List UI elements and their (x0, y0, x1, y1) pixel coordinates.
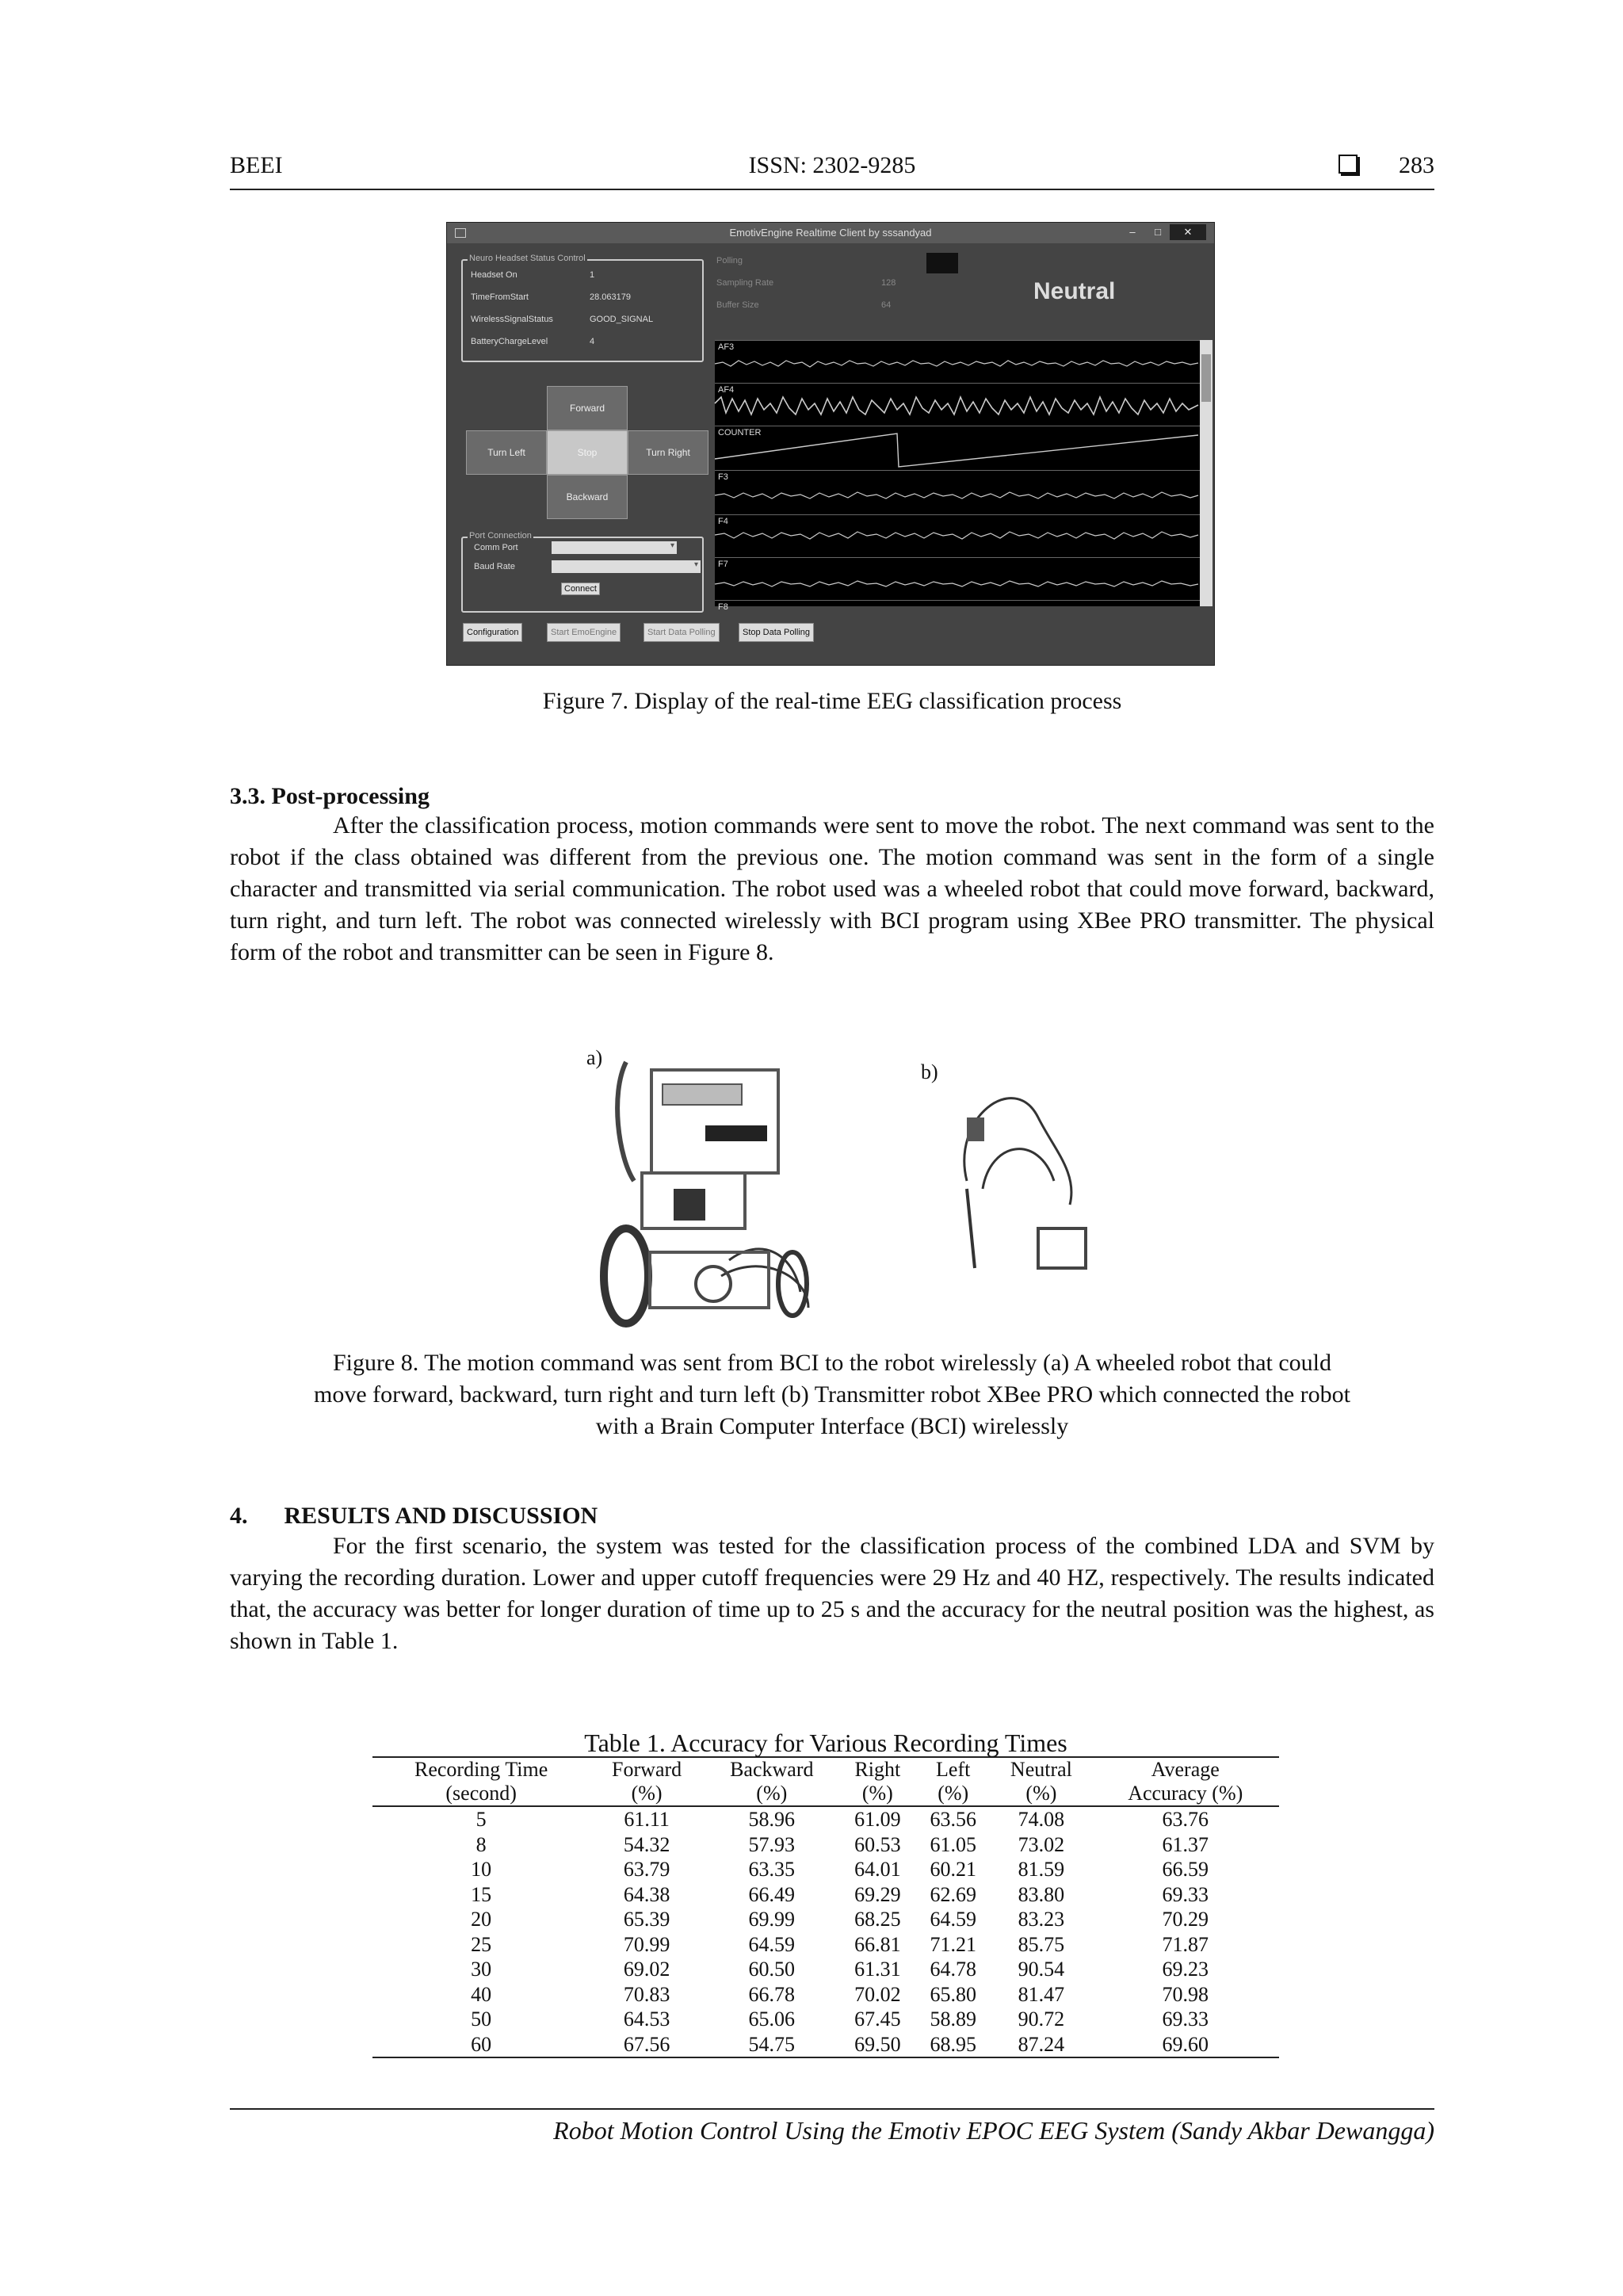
table-cell: 90.72 (1018, 2008, 1065, 2030)
table-row (372, 1832, 1279, 1858)
chevron-down-icon: ▾ (693, 560, 698, 569)
table-row (372, 1957, 1279, 1982)
port-group-caption: Port Connection (469, 531, 532, 541)
table-cell: 15 (471, 1882, 492, 1906)
table-cell: 58.96 (748, 1808, 796, 1831)
table-cell: 60.53 (854, 1832, 901, 1856)
polling-caption: Polling (716, 256, 743, 266)
window-titlebar (447, 223, 1214, 243)
channel-label: F3 (718, 472, 728, 482)
sampling-rate-label: Sampling Rate (716, 278, 774, 288)
maximize-icon[interactable]: □ (1155, 226, 1161, 238)
close-icon[interactable]: ✕ (1170, 224, 1206, 240)
table-cell: 63.79 (623, 1858, 670, 1881)
figure8-caption-line: move forward, backward, turn right and turn left (b) Transmitter robot XBee PRO which connected the robot (313, 1381, 1351, 1408)
page-number-group (1338, 152, 1434, 179)
table-body (372, 1806, 1279, 2057)
table-cell: 66.59 (1162, 1858, 1209, 1881)
table-cell: 63.35 (748, 1858, 796, 1881)
table-cell: 64.01 (854, 1858, 901, 1881)
table-cell: 64.59 (748, 1932, 796, 1956)
status-key: TimeFromStart (471, 292, 529, 302)
table-cell: 40 (471, 1982, 492, 2006)
table-row (372, 1857, 1279, 1882)
table-cell: 60.50 (748, 1958, 796, 1981)
table-cell: 81.59 (1018, 1858, 1065, 1881)
wheeled-robot-illustration (602, 1046, 840, 1347)
table-cell: 8 (475, 1832, 487, 1856)
baud-rate-select[interactable] (552, 560, 701, 573)
table-header: Forward (590, 1757, 704, 1782)
turn-right-button[interactable]: Turn Right (628, 430, 708, 475)
table-cell: 25 (471, 1932, 492, 1956)
table-cell: 63.56 (930, 1808, 976, 1831)
table-cell: 63.76 (1162, 1808, 1209, 1831)
polling-indicator (926, 253, 958, 273)
window-title: EmotivEngine Realtime Client by sssandyad (729, 227, 932, 239)
table-cell: 83.23 (1018, 1908, 1065, 1931)
table-header: (%) (915, 1782, 991, 1806)
table-header: Accuracy (%) (1091, 1782, 1279, 1806)
channel-label: AF3 (718, 342, 735, 352)
table-cell: 66.49 (748, 1882, 796, 1906)
table-cell: 57.93 (748, 1832, 796, 1856)
table-cell: 64.38 (623, 1882, 670, 1906)
configuration-button[interactable]: Configuration (463, 623, 522, 642)
table-header: Right (840, 1757, 915, 1782)
table-cell: 70.98 (1162, 1982, 1209, 2006)
figure-label-b: b) (921, 1060, 938, 1083)
table-header: Recording Time (372, 1757, 590, 1782)
table-row (372, 1907, 1279, 1932)
table-cell: 30 (471, 1958, 492, 1981)
table-cell: 50 (471, 2008, 492, 2030)
channel-label: F4 (718, 517, 728, 526)
table-cell: 66.78 (748, 1982, 796, 2006)
table-cell: 10 (471, 1858, 492, 1881)
table-cell: 69.50 (840, 2032, 915, 2058)
table-cell: 74.08 (1018, 1808, 1065, 1831)
table-cell: 20 (471, 1908, 492, 1931)
table-cell: 68.95 (915, 2032, 991, 2058)
channel-label: F8 (718, 602, 728, 612)
table-cell: 70.29 (1162, 1908, 1209, 1931)
table-row (372, 1806, 1279, 1832)
table-cell: 54.32 (623, 1832, 670, 1856)
page-number: 283 (1399, 152, 1434, 178)
table-cell: 61.11 (624, 1808, 670, 1831)
table-header: Neutral (991, 1757, 1091, 1782)
table-cell: 65.80 (930, 1982, 976, 2006)
status-key: WirelessSignalStatus (471, 315, 553, 324)
checkbox-square-icon (1338, 155, 1358, 174)
section-heading: RESULTS AND DISCUSSION (284, 1503, 598, 1529)
page-footer: Robot Motion Control Using the Emotiv EPOC EEG System (Sandy Akbar Dewangga) (230, 2108, 1434, 2145)
table-cell: 70.02 (854, 1982, 901, 2006)
table-cell: 5 (475, 1808, 487, 1831)
table-cell: 64.53 (623, 2008, 670, 2030)
table-cell: 71.21 (930, 1932, 976, 1956)
table-cell: 69.33 (1162, 1882, 1209, 1906)
figure8-caption-line: with a Brain Computer Interface (BCI) wirelessly (595, 1413, 1069, 1439)
figure8-caption-line: Figure 8. The motion command was sent from BCI to the robot wirelessly (a) A wheeled robot that could (332, 1350, 1332, 1376)
figure7-caption: Figure 7. Display of the real-time EEG classification process (542, 688, 1122, 714)
table-header: (%) (840, 1782, 915, 1806)
stop-data-polling-button[interactable]: Stop Data Polling (739, 623, 814, 642)
table-header: Left (915, 1757, 991, 1782)
eeg-waveforms (715, 340, 1198, 606)
table-cell: 64.59 (930, 1908, 976, 1931)
table-cell: 70.83 (623, 1982, 670, 2006)
table-cell: 69.33 (1162, 2008, 1209, 2030)
table-header: (second) (372, 1782, 590, 1806)
figure8-caption (230, 1347, 1434, 1442)
channel-label: F7 (718, 560, 728, 569)
channel-label: AF4 (718, 385, 735, 395)
table-cell: 61.09 (854, 1808, 901, 1831)
status-value: 28.063179 (590, 292, 631, 302)
table-header: (%) (704, 1782, 840, 1806)
status-value: GOOD_SIGNAL (590, 315, 654, 324)
section4-heading-group (230, 1503, 598, 1530)
table-cell: 90.54 (1018, 1958, 1065, 1981)
classification-state: Neutral (1033, 278, 1116, 304)
chevron-down-icon: ▾ (670, 541, 674, 550)
status-group-caption: Neuro Headset Status Control (469, 254, 586, 263)
forward-button[interactable]: Forward (547, 386, 628, 430)
table-cell: 65.39 (623, 1908, 670, 1931)
minimize-icon[interactable]: – (1129, 226, 1136, 238)
table-cell: 68.25 (854, 1908, 901, 1931)
table-cell: 60 (372, 2032, 590, 2058)
status-value: 1 (590, 270, 595, 280)
table-title: Table 1. Accuracy for Various Recording Times (584, 1729, 1067, 1757)
table-cell: 61.05 (930, 1832, 976, 1856)
table-header: (%) (590, 1782, 704, 1806)
bottom-toolbar (463, 623, 1208, 642)
table-cell: 83.80 (1018, 1882, 1065, 1906)
table-cell: 87.24 (991, 2032, 1091, 2058)
table-cell: 69.29 (854, 1882, 901, 1906)
table-cell: 71.87 (1162, 1932, 1209, 1956)
status-value: 4 (590, 337, 595, 346)
headset-status-group (461, 254, 704, 362)
comm-port-label: Comm Port (474, 543, 518, 552)
port-connection-group (461, 531, 704, 613)
table-row (372, 1932, 1279, 1958)
table-cell: 73.02 (1018, 1832, 1065, 1856)
table-cell: 54.75 (704, 2032, 840, 2058)
baud-rate-label: Baud Rate (474, 562, 515, 571)
table-cell: 81.47 (1018, 1982, 1065, 2006)
connect-button[interactable]: Connect (561, 583, 600, 595)
table1 (372, 1729, 1279, 2058)
sampling-rate-value: 128 (881, 278, 896, 288)
scrollbar-thumb[interactable] (1201, 354, 1211, 402)
table-cell: 65.06 (748, 2008, 796, 2030)
table-cell: 60.21 (930, 1858, 976, 1881)
status-key: Headset On (471, 270, 517, 280)
table-cell: 67.45 (854, 2008, 901, 2030)
table-row (372, 2007, 1279, 2032)
section-heading: 3.3. Post-processing (230, 783, 430, 809)
accuracy-table (372, 1756, 1279, 2058)
eeg-signal-panel (715, 340, 1212, 612)
stop-button[interactable]: Stop (547, 430, 628, 475)
xbee-transmitter-illustration (951, 1070, 1094, 1292)
table-cell: 69.60 (1091, 2032, 1279, 2058)
table-cell: 70.99 (623, 1932, 670, 1956)
backward-button[interactable]: Backward (547, 475, 628, 519)
table-cell: 61.37 (1162, 1832, 1209, 1856)
table-row (372, 1982, 1279, 2008)
table-cell: 69.23 (1162, 1958, 1209, 1981)
table-header: Average (1091, 1757, 1279, 1782)
start-data-polling-button[interactable]: Start Data Polling (643, 623, 720, 642)
section-paragraph: For the first scenario, the system was tested for the classification process of the combined LDA and SVM by varying the recording duration. Lower and upper cutoff frequencies were 29 Hz and 40 HZ, respectively. The results indicated that, the accuracy was better for longer duration of time up to 25 s and the accuracy for the neutral position was the highest, as shown in Table 1. (230, 1533, 1434, 1654)
table-row (372, 1882, 1279, 1908)
table-cell: 66.81 (854, 1932, 901, 1956)
start-emoengine-button[interactable]: Start EmoEngine (547, 623, 621, 642)
page-header (230, 152, 1434, 190)
issn: ISSN: 2302-9285 (748, 152, 916, 178)
channel-label: COUNTER (718, 428, 762, 437)
table-header: Backward (704, 1757, 840, 1782)
table-cell: 69.99 (748, 1908, 796, 1931)
table-header: (%) (991, 1782, 1091, 1806)
vertical-scrollbar[interactable] (1200, 340, 1212, 606)
table-cell: 58.89 (930, 2008, 976, 2030)
table-cell: 62.69 (930, 1882, 976, 1906)
table-row (372, 2032, 1279, 2058)
turn-left-button[interactable]: Turn Left (466, 430, 547, 475)
table-cell: 64.78 (930, 1958, 976, 1981)
status-key: BatteryChargeLevel (471, 337, 548, 346)
section-number: 4. (230, 1503, 248, 1529)
table-cell: 85.75 (1018, 1932, 1065, 1956)
table-cell: 67.56 (590, 2032, 704, 2058)
table-cell: 61.31 (854, 1958, 901, 1981)
emotiv-app-window (446, 222, 1215, 666)
journal-name: BEEI (230, 152, 283, 178)
section-paragraph: After the classification process, motion commands were sent to move the robot. The next command was sent to the robot if the class obtained was different from the previous one. The motion command was sent in the form of a single character and transmitted via serial communication. The robot used was a wheeled robot that could move forward, backward, turn right, and turn left. The robot was connected wirelessly with BCI program using XBee PRO transmitter. The physical form of the robot and transmitter can be seen in Figure 8. (230, 812, 1434, 965)
buffer-size-label: Buffer Size (716, 300, 759, 310)
figure-label-a: a) (586, 1046, 603, 1069)
buffer-size-value: 64 (881, 300, 892, 310)
table-cell: 69.02 (623, 1958, 670, 1981)
comm-port-select[interactable] (552, 541, 677, 554)
